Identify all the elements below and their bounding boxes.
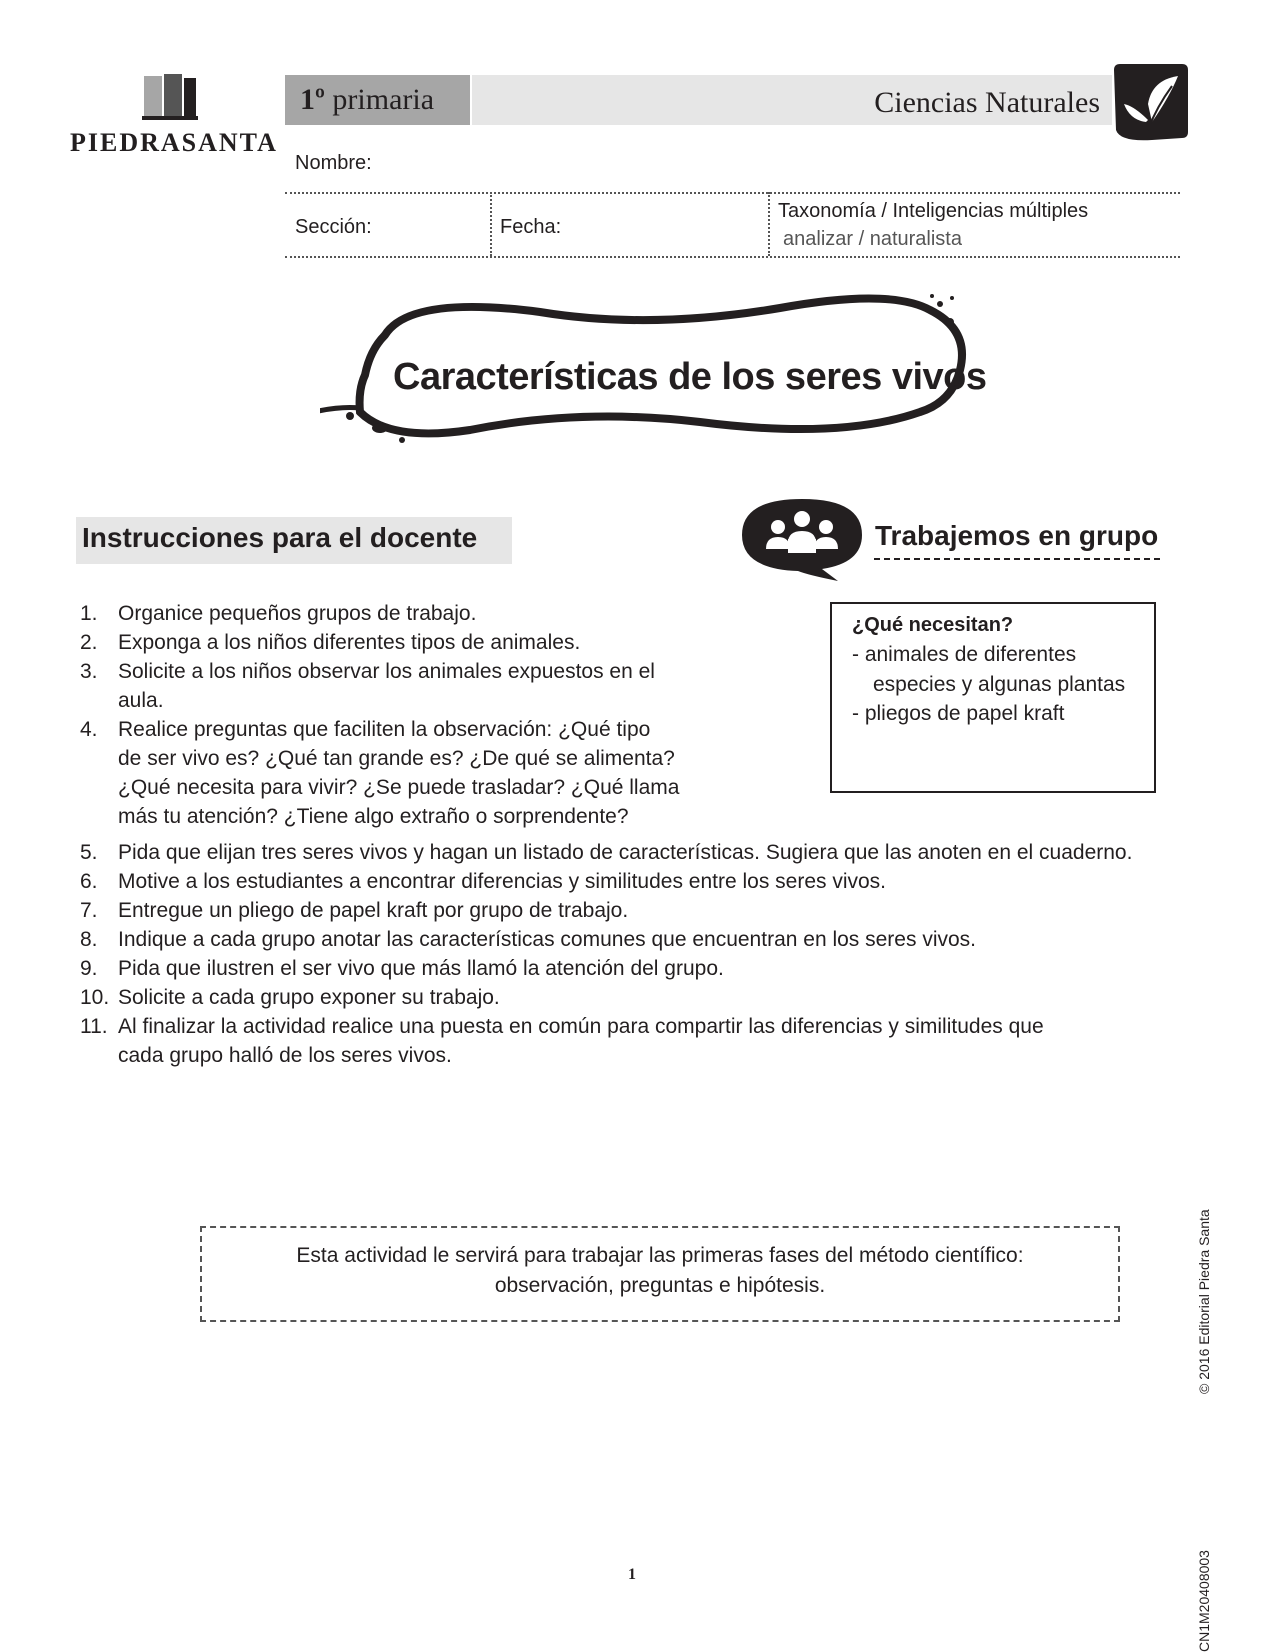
list-item bbox=[80, 599, 476, 628]
divider bbox=[768, 192, 770, 256]
seccion-label: Sección: bbox=[295, 216, 372, 238]
list-item bbox=[80, 715, 650, 744]
divider bbox=[285, 192, 1180, 194]
page-title: Características de los seres vivos bbox=[393, 356, 987, 398]
list-text: Indique a cada grupo anotar las características comunes que encuentran en los seres vivos. bbox=[118, 928, 976, 951]
note-text: Esta actividad le servirá para trabajar las primeras fases del método científico: bbox=[296, 1244, 1024, 1267]
nombre-label: Nombre: bbox=[295, 152, 372, 174]
divider bbox=[874, 558, 1160, 560]
materials-heading: ¿Qué necesitan? bbox=[852, 614, 1014, 636]
list-text: Motive a los estudiantes a encontrar diferencias y similitudes entre los seres vivos. bbox=[118, 870, 887, 893]
list-item bbox=[80, 657, 655, 686]
materials-item: - pliegos de papel kraft bbox=[852, 702, 1065, 725]
list-text: Solicite a cada grupo exponer su trabajo. bbox=[118, 986, 500, 1009]
list-number: 10. bbox=[80, 986, 110, 1009]
list-number: 7. bbox=[80, 899, 98, 922]
list-text: Realice preguntas que faciliten la observación: ¿Qué tipo bbox=[118, 718, 651, 741]
list-item bbox=[80, 925, 976, 954]
copyright-text: © 2016 Editorial Piedra Santa bbox=[1196, 1209, 1212, 1394]
group-people-icon bbox=[738, 497, 866, 581]
list-item bbox=[80, 983, 500, 1012]
list-number: 5. bbox=[80, 841, 98, 864]
materials-item: - animales de diferentes bbox=[852, 643, 1077, 666]
grade-label bbox=[300, 83, 434, 117]
note-text: observación, preguntas e hipótesis. bbox=[494, 1274, 826, 1297]
list-item bbox=[80, 896, 628, 925]
list-item bbox=[80, 954, 724, 983]
instructions-heading: Instrucciones para el docente bbox=[82, 522, 478, 553]
list-text: Solicite a los niños observar los animales expuestos en el bbox=[118, 660, 655, 683]
taxonomia-sub: analizar / naturalista bbox=[783, 228, 962, 250]
list-text-continuation: de ser vivo es? ¿Qué tan grande es? ¿De qué se alimenta? bbox=[118, 747, 675, 770]
document-code: CN1M20408003 bbox=[1196, 1550, 1212, 1652]
list-text-continuation: ¿Qué necesita para vivir? ¿Se puede trasladar? ¿Qué llama bbox=[118, 776, 680, 799]
list-number: 1. bbox=[80, 602, 98, 625]
list-number: 9. bbox=[80, 957, 98, 980]
publisher-logo-text: PIEDRASANTA bbox=[70, 128, 278, 157]
list-text: Pida que elijan tres seres vivos y hagan un listado de características. Sugiera que las anoten en el cuaderno. bbox=[118, 841, 1133, 864]
list-text-continuation: cada grupo halló de los seres vivos. bbox=[118, 1044, 452, 1067]
list-text: Exponga a los niños diferentes tipos de animales. bbox=[118, 631, 581, 654]
list-item bbox=[80, 628, 580, 657]
page-number: 1 bbox=[628, 1566, 636, 1583]
leaf-icon bbox=[1112, 60, 1190, 142]
fecha-label: Fecha: bbox=[500, 216, 562, 238]
materials-item-continuation: especies y algunas plantas bbox=[873, 673, 1126, 696]
subject-title: Ciencias Naturales bbox=[874, 86, 1100, 119]
list-number: 11. bbox=[80, 1015, 108, 1038]
publisher-logo-icon bbox=[140, 72, 200, 122]
grade-number: 1º bbox=[300, 83, 325, 116]
list-number: 6. bbox=[80, 870, 98, 893]
taxonomia-label: Taxonomía / Inteligencias múltiples bbox=[778, 200, 1089, 222]
list-text: Al finalizar la actividad realice una puesta en común para compartir las diferencias y similitudes que bbox=[118, 1015, 1044, 1038]
list-item bbox=[80, 867, 886, 896]
list-item bbox=[80, 838, 1132, 867]
divider bbox=[490, 192, 492, 256]
list-number: 4. bbox=[80, 718, 98, 741]
grade-word: primaria bbox=[332, 83, 435, 116]
list-number: 3. bbox=[80, 660, 98, 683]
list-text: Entregue un pliego de papel kraft por grupo de trabajo. bbox=[118, 899, 629, 922]
list-text: Organice pequeños grupos de trabajo. bbox=[118, 602, 477, 625]
list-text-continuation: más tu atención? ¿Tiene algo extraño o sorprendente? bbox=[118, 805, 629, 828]
list-item bbox=[80, 1012, 1044, 1041]
list-text-continuation: aula. bbox=[118, 689, 164, 712]
list-text: Pida que ilustren el ser vivo que más llamó la atención del grupo. bbox=[118, 957, 724, 980]
list-number: 8. bbox=[80, 928, 98, 951]
divider bbox=[285, 256, 1180, 258]
list-number: 2. bbox=[80, 631, 98, 654]
group-work-heading: Trabajemos en grupo bbox=[875, 520, 1159, 551]
